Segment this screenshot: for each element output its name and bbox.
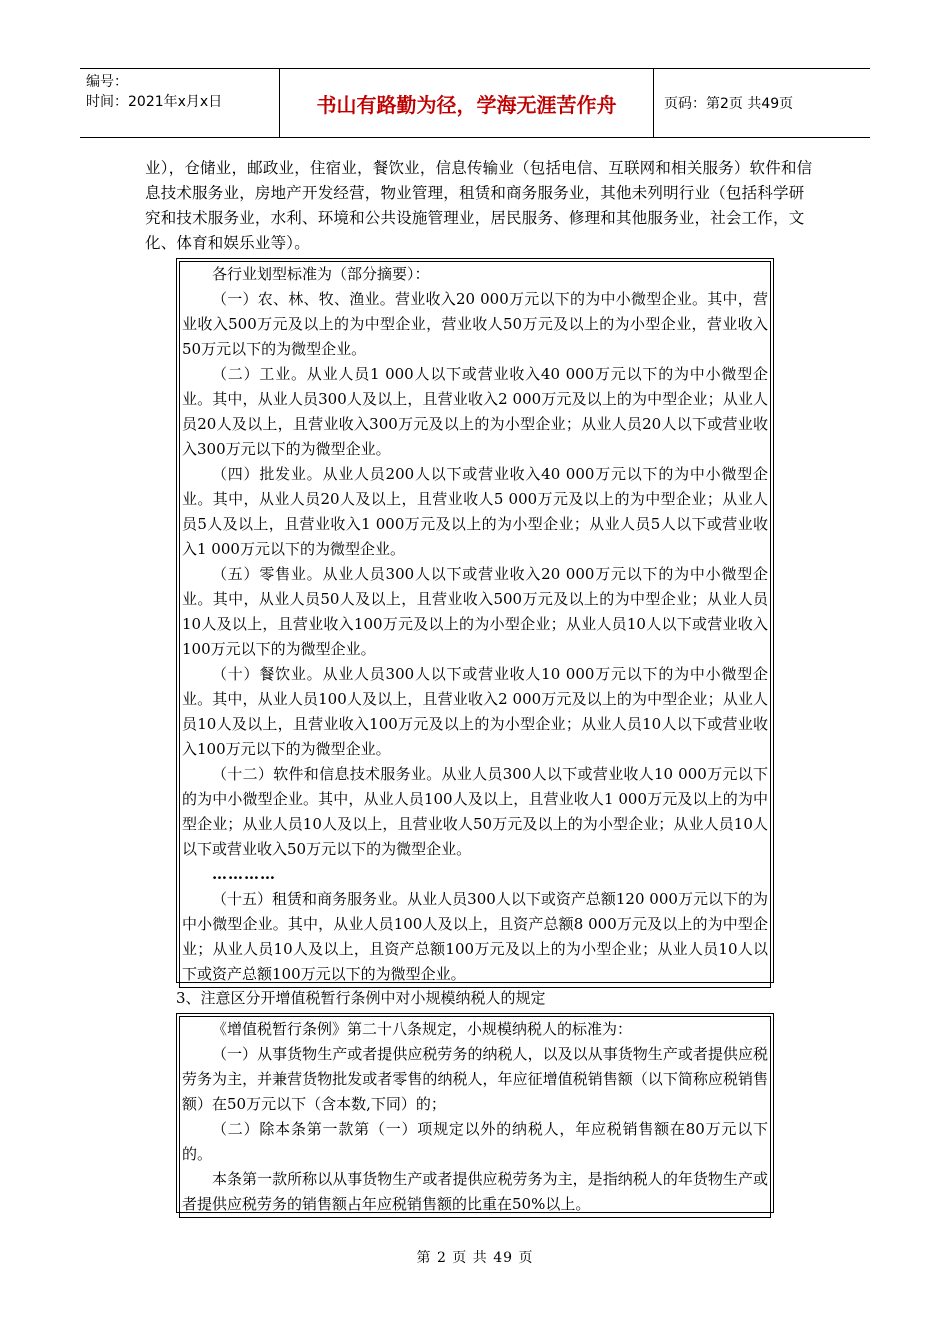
document-date: 时间：2021年x月x日 [86,94,223,110]
header-motto: 书山有路勤为径，学海无涯苦作舟 [280,69,654,137]
standard-software: （十二）软件和信息技术服务业。从业人员300人以下或营业收人10 000万元以下的为中小微型企业。其中，从业人员100人及以上，且营业收人1 000万元及以上的为中型企业；从业人员10人及以上，且营业收人50万元及以上的为小型企业；从业人员10人以下或营业收入50万元以下的为微型企业。 [182,765,768,858]
standard-wholesale: （四）批发业。从业人员200人以下或营业收入40 000万元以下的为中小微型企业。其中，从业人员20人及以上，且营业收人5 000万元及以上的为中型企业；从业人员5人及以上，且营业收入1 000万元及以上的为小型企业；从业人员5人以下或营业收入1 000万元以下的为微型企业。 [182,465,768,558]
industry-standards-box [176,258,774,983]
vat-heading: 《增值税暂行条例》第二十八条规定，小规模纳税人的标准为： [212,1020,633,1038]
header-page-info: 页码：第2页 共49页 [664,96,794,112]
standard-catering: （十）餐饮业。从业人员300人以下或营业收人10 000万元以下的为中小微型企业。其中，从业人员100人及以上，且营业收入2 000万元及以上的为中型企业；从业人员10人及以上，且营业收入100万元及以上的为小型企业；从业人员10人以下或营业收入100万元以下的为微型企业。 [182,665,768,758]
intro-paragraph: 业），仓储业，邮政业，住宿业，餐饮业，信息传输业（包括电信、互联网和相关服务）软件和信息技术服务业，房地产开发经营，物业管理，租赁和商务服务业，其他未列明行业（包括科学研究和技术服务业，水利、环境和公共设施管理业，居民服务、修理和其他服务业，社会工作，文化、体育和娱乐业等）。 [145,159,813,252]
vat-rule-1: （一）从事货物生产或者提供应税劳务的纳税人，以及以从事货物生产或者提供应税劳务为主，并兼营货物批发或者零售的纳税人，年应征增值税销售额（以下简称应税销售额）在50万元以下（含本数,下同）的； [182,1045,768,1113]
standards-heading: 各行业划型标准为（部分摘要）： [212,265,430,283]
standard-retail: （五）零售业。从业人员300人以下或营业收入20 000万元以下的为中小微型企业。其中，从业人员50人及以上，且营业收入500万元及以上的为中型企业；从业人员10人及以上，且营业收入100万元及以上的为小型企业；从业人员10人以下或营业收入100万元以下的为微型企业。 [182,565,768,658]
vat-rules-box [176,1013,774,1213]
vat-rule-note: 本条第一款所称以从事货物生产或者提供应税劳务为主，是指纳税人的年货物生产或者提供应税劳务的销售额占年应税销售额的比重在50%以上。 [182,1170,768,1213]
section-3-title: 3、注意区分开增值税暂行条例中对小规模纳税人的规定 [176,989,546,1007]
standard-agriculture: （一）农、林、牧、渔业。营业收入20 000万元以下的为中小微型企业。其中，营业收入500万元及以上的为中型企业，营业收人50万元及以上的为小型企业，营业收入50万元以下的为微型企业。 [182,290,768,358]
page-footer: 第 2 页 共 49 页 [416,1250,534,1266]
standard-leasing: （十五）租赁和商务服务业。从业人员300人以下或资产总额120 000万元以下的为中小微型企业。其中，从业人员100人及以上，且资产总额8 000万元及以上的为中型企业；从业人员10人及以上，且资产总额100万元及以上的为小型企业；从业人员10人以下或资产总额100万元以下的为微型企业。 [182,890,768,983]
standard-industry: （二）工业。从业人员1 000人以下或营业收入40 000万元以下的为中小微型企业。其中，从业人员300人及以上，且营业收入2 000万元及以上的为中型企业；从业人员20人及以上，且营业收入300万元及以上的为小型企业；从业人员20人以下或营业收入300万元以下的为微型企业。 [182,365,768,458]
document-number-label: 编号： [86,74,128,90]
page-header [80,68,870,138]
header-meta [80,69,280,137]
ellipsis: ………… [212,865,276,883]
vat-rule-2: （二）除本条第一款第（一）项规定以外的纳税人，年应税销售额在80万元以下的。 [182,1120,768,1163]
